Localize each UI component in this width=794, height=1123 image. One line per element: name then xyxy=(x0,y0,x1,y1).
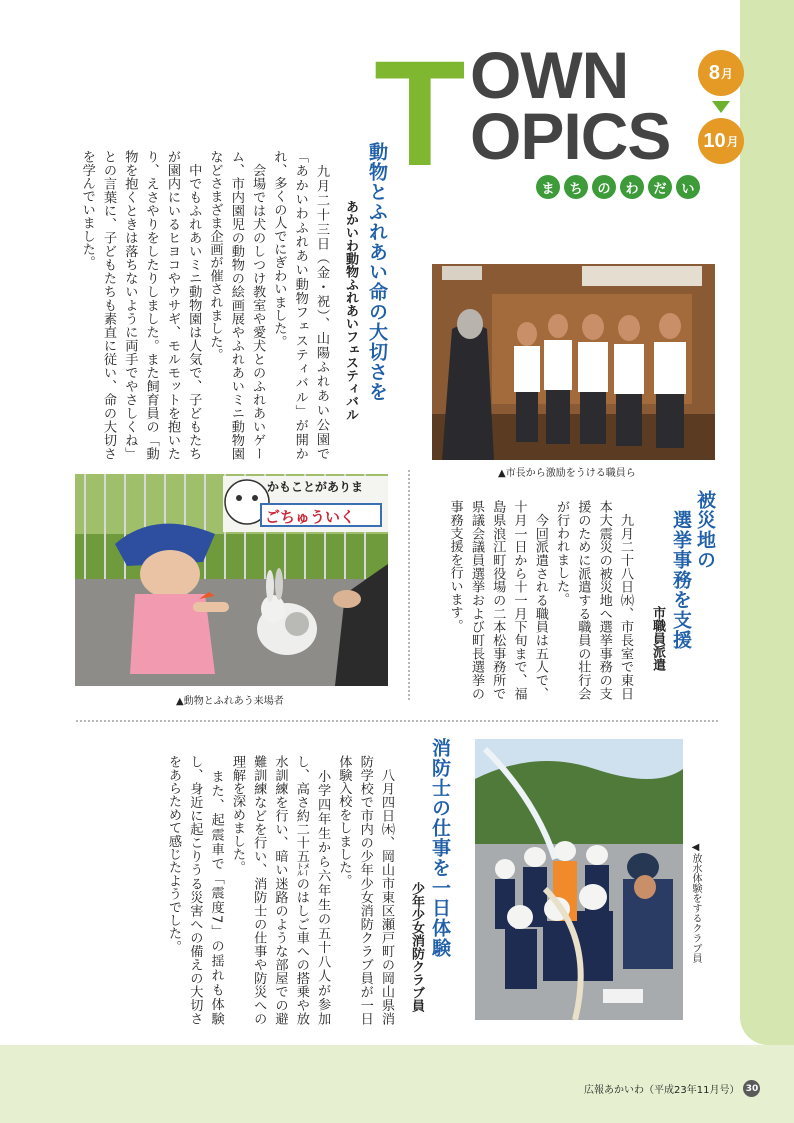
month-start-badge xyxy=(698,50,744,96)
article1-photo xyxy=(75,474,388,686)
tagline-char: い xyxy=(676,175,700,199)
publication-name: 広報あかいわ（平成23年11月号） xyxy=(584,1085,740,1096)
tagline-machi-no-wadai xyxy=(536,175,700,199)
month-end-badge xyxy=(698,118,744,164)
article2-photo-caption: ▲市長から激励をうける職員ら xyxy=(498,468,636,479)
tagline-char: ち xyxy=(564,175,588,199)
green-frame-right xyxy=(740,0,794,1045)
article3-headline: 消防士の仕事を一日体験 xyxy=(429,738,451,958)
article1-subhead: あかいわ動物ふれあいフェスティバル xyxy=(343,200,358,421)
article1-body: 九月二十三日（金・祝）、山陽ふれあい公園で「あかいわふれあい動物フェスティバル」が開かれ、多くの人でにぎわいました。 会場では犬のしつけ教室や愛犬とのふれあいゲーム、市内園児の動物の絵画展やふれあいミニ動物園などさまざま企画が催されました。 中でもふれあいミニ動物園は人気で、子どもたちが園内にいるヒヨコやウサギ、モルモットを抱いたり、えさやりをしたりしました。また飼育員の「動物を抱くときは落ちないように両手でやさしくね」との言葉に、子どもたちも素直に従い、命の大切さを学んでいました。 xyxy=(79,150,329,460)
page-footer xyxy=(584,1080,760,1097)
article2-subhead: 市職員派遣 xyxy=(650,606,665,671)
title-initial-t: T xyxy=(374,29,466,197)
photo-mayor-staff xyxy=(432,264,715,460)
column-divider xyxy=(408,470,410,700)
section-divider xyxy=(76,720,718,722)
month-end-unit: 月 xyxy=(726,134,739,149)
article3-subhead: 少年少女消防クラブ員 xyxy=(409,882,424,1012)
arrow-down-icon xyxy=(712,101,730,113)
article1-headline: 動物とふれあい命の大切さを xyxy=(366,142,388,402)
tagline-char: の xyxy=(592,175,616,199)
month-end-number: 10 xyxy=(703,129,726,152)
article3-body: 八月四日㈭、岡山市東区瀬戸町の岡山県消防学校で市内の少年少女消防クラブ員が一日体験入校をしました。 小学四年生から六年生の五十八人が参加し、高さ約二十五㍍のはしご車への搭乗や放水訓練を行い、暗い迷路のような部屋での避難訓練などを行い、消防士の仕事や防災への理解を深めました。 また、起震車で「震度7」の揺れも体験し、身近に起こりうる災害への備えの大切さをあらためて感じたようでした。 xyxy=(166,755,394,1025)
photo-sign-text-top: かもことがありま xyxy=(267,480,364,494)
article2-body: 九月二十八日㈬、市長室で東日本大震災の被災地へ選挙事務の支援のために派遣する職員の壮行会が行われました。 今回派遣される職員は五人で、十月一日から十一月下旬まで、福島県浪江町役場の二本松事務所で県議会議員選挙および町長選挙の事務支援を行います。 xyxy=(447,500,633,700)
page-number: 30 xyxy=(743,1080,760,1097)
article2-headline-line2: 選挙事務を支援 xyxy=(670,510,692,650)
article2-headline-line1: 被災地の xyxy=(694,490,716,570)
title-opics: OPICS xyxy=(470,99,671,173)
photo-sign-text-bottom: ごちゅういく xyxy=(265,508,356,526)
tagline-char: ま xyxy=(536,175,560,199)
title-own: OWN xyxy=(470,38,629,112)
article3-photo-caption: ◀放水体験をするクラブ員 xyxy=(690,842,701,963)
tagline-char: だ xyxy=(648,175,672,199)
month-start-number: 8 xyxy=(708,61,721,84)
photo-kids-water-hose xyxy=(475,739,683,1020)
article3-photo xyxy=(475,739,683,1020)
article2-photo xyxy=(432,264,715,460)
month-start-unit: 月 xyxy=(721,66,734,81)
tagline-char: わ xyxy=(620,175,644,199)
article1-photo-caption: ▲動物とふれあう来場者 xyxy=(176,696,284,707)
